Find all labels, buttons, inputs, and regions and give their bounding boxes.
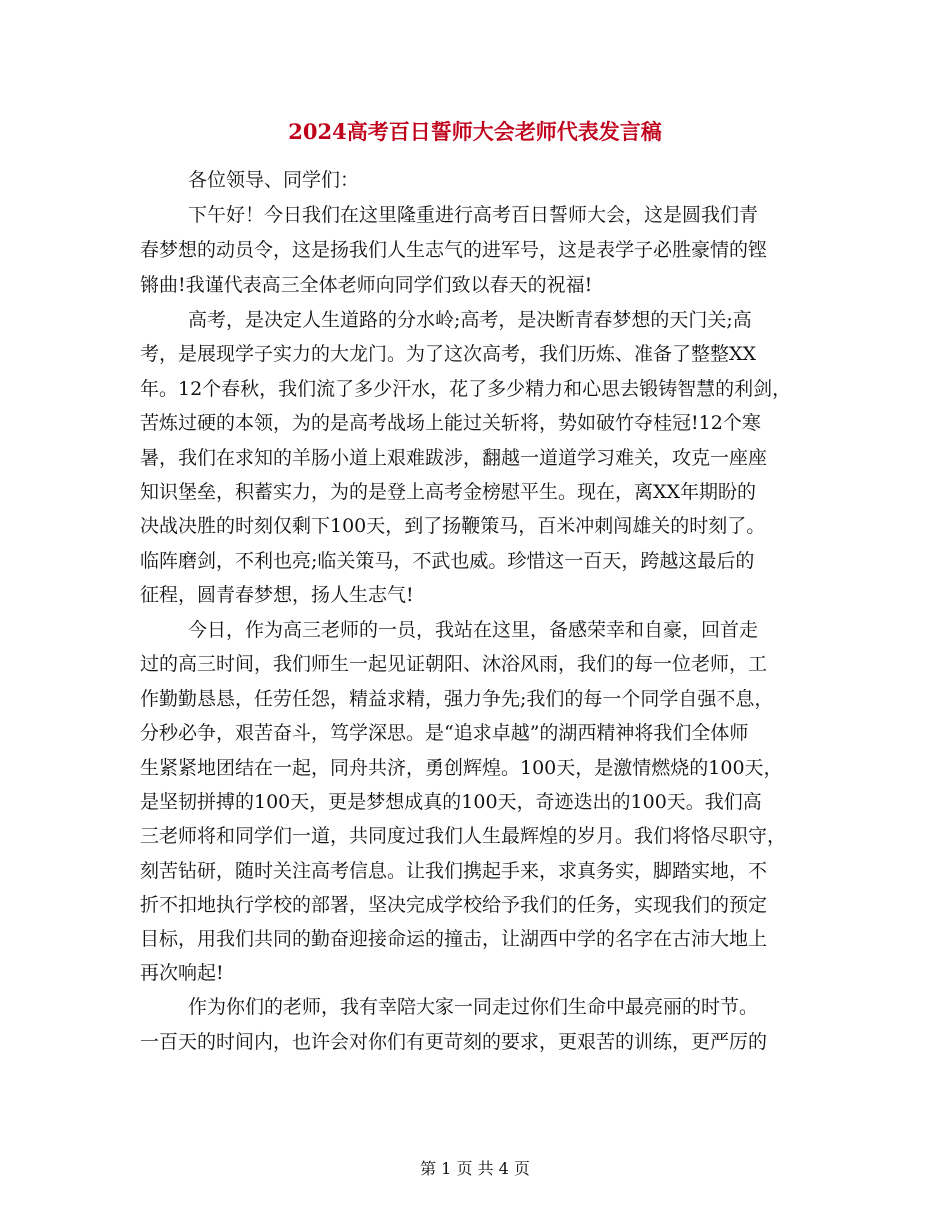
text-line: 分秒必争，艰苦奋斗，笃学深思。是“追求卓越”的湖西精神将我们全体师 bbox=[140, 722, 749, 744]
text-line: 三老师将和同学们一道，共同度过我们人生最辉煌的岁月。我们将恪尽职守， bbox=[140, 825, 787, 847]
document-title: 2024高考百日誓师大会老师代表发言稿 bbox=[288, 119, 662, 144]
text-line: 各位领导、同学们： bbox=[188, 169, 360, 191]
text-line: 是坚韧拼搏的100天，更是梦想成真的100天，奇迹迭出的100天。我们高 bbox=[140, 791, 762, 813]
text-line: 高考，是决定人生道路的分水岭;高考，是决断青春梦想的天门关;高 bbox=[188, 309, 752, 331]
text-line: 下午好！今日我们在这里隆重进行高考百日誓师大会，这是圆我们青 bbox=[188, 204, 759, 226]
text-line: 再次响起! bbox=[140, 962, 224, 984]
text-line: 知识堡垒，积蓄实力，为的是登上高考金榜慰平生。现在，离XX年期盼的 bbox=[140, 481, 757, 503]
text-line: 考，是展现学子实力的大龙门。为了这次高考，我们历炼、准备了整整XX bbox=[140, 343, 757, 365]
text-line: 生紧紧地团结在一起，同舟共济，勇创辉煌。100天，是激情燃烧的100天， bbox=[140, 757, 783, 779]
text-line: 过的高三时间，我们师生一起见证朝阳、沐浴风雨，我们的每一位老师，工 bbox=[140, 653, 768, 675]
text-line: 刻苦钻研，随时关注高考信息。让我们携起手来，求真务实，脚踏实地，不 bbox=[140, 860, 768, 882]
text-line: 暑，我们在求知的羊肠小道上艰难跋涉，翻越一道道学习难关，攻克一座座 bbox=[140, 447, 768, 469]
text-line: 目标，用我们共同的勤奋迎接命运的撞击，让湖西中学的名字在古沛大地上 bbox=[140, 928, 768, 950]
text-line: 春梦想的动员令，这是扬我们人生志气的进军号，这是表学子必胜豪情的铿 bbox=[140, 239, 768, 261]
text-line: 锵曲!我谨代表高三全体老师向同学们致以春天的祝福! bbox=[140, 274, 593, 296]
page-footer: 第 1 页 共 4 页 bbox=[420, 1159, 530, 1178]
text-line: 苦炼过硬的本领，为的是高考战场上能过关斩将，势如破竹夺桂冠!12个寒 bbox=[140, 412, 761, 434]
text-line: 作为你们的老师，我有幸陪大家一同走过你们生命中最亮丽的时节。 bbox=[188, 996, 759, 1018]
text-line: 临阵磨剑，不利也亮;临关策马，不武也威。珍惜这一百天，跨越这最后的 bbox=[140, 550, 755, 572]
text-line: 今日，作为高三老师的一员，我站在这里，备感荣幸和自豪，回首走 bbox=[188, 619, 759, 641]
text-line: 决战决胜的时刻仅剩下100天，到了扬鞭策马，百米冲刺闯雄关的时刻了。 bbox=[140, 515, 766, 537]
text-line: 折不扣地执行学校的部署，坚决完成学校给予我们的任务，实现我们的预定 bbox=[140, 894, 768, 916]
text-line: 一百天的时间内，也许会对你们有更苛刻的要求，更艰苦的训练，更严厉的 bbox=[140, 1031, 768, 1053]
text-line: 征程，圆青春梦想，扬人生志气! bbox=[140, 584, 414, 606]
text-line: 作勤勤恳恳，任劳任怨，精益求精，强力争先;我们的每一个同学自强不息， bbox=[140, 688, 774, 710]
text-line: 年。12个春秋，我们流了多少汗水，花了多少精力和心思去锻铸智慧的利剑， bbox=[140, 378, 792, 400]
